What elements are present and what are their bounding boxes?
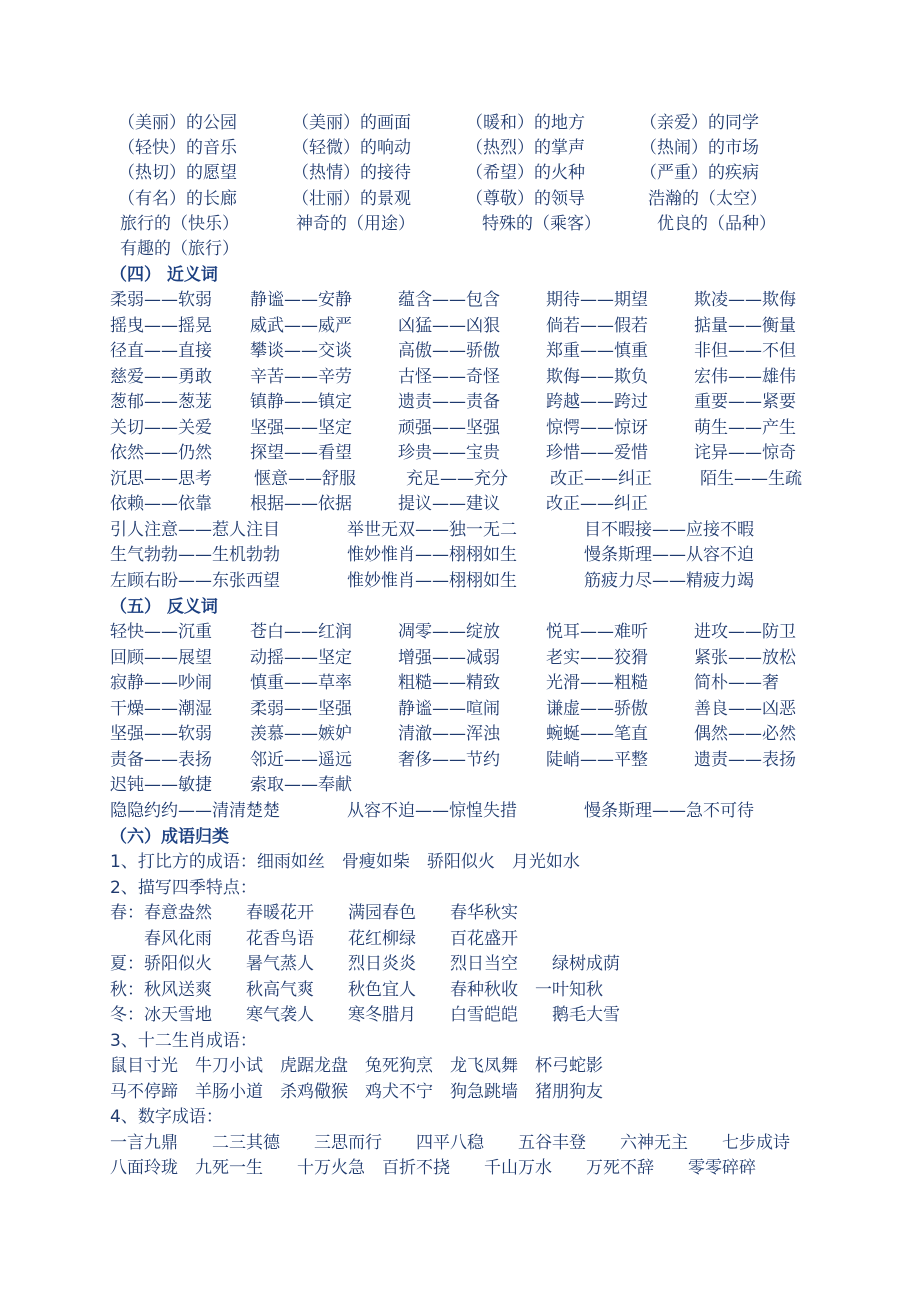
- synonym-row: [0, 339, 920, 364]
- phrase-item: 浩瀚的（太空）: [648, 189, 767, 209]
- word-pair: 凋零——绽放: [398, 622, 500, 642]
- word-pair: 惬意——舒服: [254, 469, 356, 489]
- word-pair: 珍贵——宝贵: [398, 443, 500, 463]
- antonym-row: [0, 748, 920, 773]
- synonym-row: [0, 416, 920, 441]
- idiom-line: [110, 1156, 900, 1181]
- spring-idioms: 春：春意盎然 春暖花开 满园春色 春华秋实: [110, 903, 518, 923]
- subheading: 3、十二生肖成语：: [110, 1031, 257, 1051]
- word-pair: 葱郁——葱茏: [110, 392, 212, 412]
- word-pair: 倘若——假若: [546, 316, 648, 336]
- zodiac-idioms: 马不停蹄 羊肠小道 杀鸡儆猴 鸡犬不宁 狗急跳墙 猪朋狗友: [110, 1082, 603, 1102]
- winter-idioms: 冬：冰天雪地 寒气袭人 寒冬腊月 白雪皑皑 鹅毛大雪: [110, 1005, 620, 1025]
- word-pair: 郑重——慎重: [546, 341, 648, 361]
- idiom-pair: 目不暇接——应接不暇: [584, 520, 754, 540]
- word-pair: 掂量——衡量: [694, 316, 796, 336]
- phrase-item: （热烈）的掌声: [466, 138, 585, 158]
- word-pair: 径直——直接: [110, 341, 212, 361]
- word-pair: 跨越——跨过: [546, 392, 648, 412]
- antonym-row: [0, 722, 920, 747]
- idiom-antonym-row: [0, 799, 920, 824]
- word-pair: 奢侈——节约: [398, 750, 500, 770]
- word-pair: 欺凌——欺侮: [694, 290, 796, 310]
- phrase-item: （暖和）的地方: [466, 113, 585, 133]
- word-pair: 惊愕——惊讶: [546, 418, 648, 438]
- idiom-pair: 慢条斯理——急不可待: [584, 801, 754, 821]
- idiom-pair: 隐隐约约——清清楚楚: [110, 801, 280, 821]
- idiom-line: [110, 978, 900, 1003]
- antonyms-heading-row: [110, 595, 890, 620]
- word-pair: 根据——依据: [250, 494, 352, 514]
- antonym-row: [0, 646, 920, 671]
- word-pair: 诧异——惊奇: [694, 443, 796, 463]
- subheading: 2、描写四季特点：: [110, 878, 257, 898]
- word-pair: 责备——表扬: [110, 750, 212, 770]
- word-pair: 羡慕——嫉妒: [250, 724, 352, 744]
- word-pair: 凶猛——凶狠: [398, 316, 500, 336]
- word-pair: 慈爱——勇敢: [110, 367, 212, 387]
- word-pair: 提议——建议: [398, 494, 500, 514]
- synonym-row: [0, 467, 920, 492]
- word-pair: 关切——关爱: [110, 418, 212, 438]
- antonym-row: [0, 671, 920, 696]
- phrase-item: （美丽）的画面: [292, 113, 411, 133]
- word-pair: 辛苦——辛劳: [250, 367, 352, 387]
- phrase-row: [0, 161, 920, 186]
- phrase-item: （热情）的接待: [292, 163, 411, 183]
- synonym-row: [0, 314, 920, 339]
- word-pair: 遗责——表扬: [694, 750, 796, 770]
- synonym-row: [0, 365, 920, 390]
- idiom-pair: 慢条斯理——从容不迫: [584, 545, 754, 565]
- idiom-line: [110, 850, 900, 875]
- idiom-pair: 惟妙惟肖——栩栩如生: [347, 545, 517, 565]
- idiom-line: [110, 1029, 900, 1054]
- phrase-item: （希望）的火种: [466, 163, 585, 183]
- word-pair: 攀谈——交谈: [250, 341, 352, 361]
- number-idioms: 一言九鼎 二三其德 三思而行 四平八稳 五谷丰登 六神无主 七步成诗: [110, 1133, 790, 1153]
- spring-idioms-continued: 春风化雨 花香鸟语 花红柳绿 百花盛开: [110, 929, 518, 949]
- zodiac-idioms: 鼠目寸光 牛刀小试 虎踞龙盘 兔死狗烹 龙飞凤舞 杯弓蛇影: [110, 1056, 603, 1076]
- word-pair: 索取——奉献: [250, 775, 352, 795]
- word-pair: 动摇——坚定: [250, 648, 352, 668]
- idiom-pair: 左顾右盼——东张西望: [110, 571, 280, 591]
- synonyms-heading-row: [110, 263, 890, 288]
- phrase-row: [0, 212, 920, 237]
- word-pair: 陡峭——平整: [546, 750, 648, 770]
- word-pair: 干燥——潮湿: [110, 699, 212, 719]
- phrase-item: 优良的（品种）: [657, 214, 776, 234]
- word-pair: 宏伟——雄伟: [694, 367, 796, 387]
- word-pair: 改正——纠正: [546, 494, 648, 514]
- section-heading: （六）成语归类: [110, 827, 229, 847]
- word-pair: 悦耳——难听: [546, 622, 648, 642]
- idiom-line: [110, 952, 900, 977]
- word-pair: 粗糙——精致: [398, 673, 500, 693]
- idiom-line: [110, 1003, 900, 1028]
- idiom-line: [110, 927, 900, 952]
- word-pair: 谦虚——骄傲: [546, 699, 648, 719]
- word-pair: 增强——减弱: [398, 648, 500, 668]
- word-pair: 顽强——坚强: [398, 418, 500, 438]
- phrase-item: 有趣的（旅行）: [120, 239, 239, 259]
- phrase-item: （美丽）的公园: [118, 113, 237, 133]
- word-pair: 依赖——依靠: [110, 494, 212, 514]
- phrase-item: （壮丽）的景观: [292, 189, 411, 209]
- summer-idioms: 夏：骄阳似火 暑气蒸人 烈日炎炎 烈日当空 绿树成荫: [110, 954, 620, 974]
- word-pair: 邻近——遥远: [250, 750, 352, 770]
- subheading: 4、数字成语：: [110, 1107, 223, 1127]
- phrase-item: （轻微）的响动: [292, 138, 411, 158]
- word-pair: 镇静——镇定: [250, 392, 352, 412]
- word-pair: 迟钝——敏捷: [110, 775, 212, 795]
- word-pair: 充足——充分: [406, 469, 508, 489]
- antonym-row: [0, 773, 920, 798]
- phrase-item: 旅行的（快乐）: [120, 214, 239, 234]
- word-pair: 古怪——奇怪: [398, 367, 500, 387]
- word-pair: 偶然——必然: [694, 724, 796, 744]
- word-pair: 苍白——红润: [250, 622, 352, 642]
- word-pair: 摇曳——摇晃: [110, 316, 212, 336]
- phrase-item: （有名）的长廊: [118, 189, 237, 209]
- word-pair: 简朴——奢: [694, 673, 779, 693]
- word-pair: 静谧——安静: [250, 290, 352, 310]
- phrase-row: [0, 187, 920, 212]
- word-pair: 欺侮——欺负: [546, 367, 648, 387]
- word-pair: 遗责——责备: [398, 392, 500, 412]
- idioms-heading-row: [110, 825, 890, 850]
- idiom-line: [110, 1131, 900, 1156]
- phrase-item: 神奇的（用途）: [296, 214, 415, 234]
- word-pair: 期待——期望: [546, 290, 648, 310]
- phrase-item: （热切）的愿望: [118, 163, 237, 183]
- phrase-row: [0, 111, 920, 136]
- word-pair: 重要——紧要: [694, 392, 796, 412]
- word-pair: 老实——狡猾: [546, 648, 648, 668]
- idiom-line: [110, 1105, 900, 1130]
- word-pair: 轻快——沉重: [110, 622, 212, 642]
- word-pair: 威武——威严: [250, 316, 352, 336]
- word-pair: 寂静——吵闹: [110, 673, 212, 693]
- phrase-item: 特殊的（乘客）: [482, 214, 601, 234]
- word-pair: 静谧——喧闹: [398, 699, 500, 719]
- idiom-synonym-row: [0, 543, 920, 568]
- word-pair: 慎重——草率: [250, 673, 352, 693]
- word-pair: 善良——凶恶: [694, 699, 796, 719]
- idiom-line: [110, 1054, 900, 1079]
- phrase-row: [0, 237, 920, 262]
- section-heading: （四） 近义词: [110, 265, 218, 285]
- idiom-line: [110, 876, 900, 901]
- metaphor-idioms: 1、打比方的成语：细雨如丝 骨瘦如柴 骄阳似火 月光如水: [110, 852, 580, 872]
- antonym-row: [0, 620, 920, 645]
- phrase-item: （热闹）的市场: [640, 138, 759, 158]
- word-pair: 珍惜——爱惜: [546, 443, 648, 463]
- phrase-row: [0, 136, 920, 161]
- idiom-line: [110, 1080, 900, 1105]
- word-pair: 清澈——浑浊: [398, 724, 500, 744]
- idiom-pair: 筋疲力尽——精疲力竭: [584, 571, 754, 591]
- word-pair: 进攻——防卫: [694, 622, 796, 642]
- synonym-row: [0, 390, 920, 415]
- word-pair: 非但——不但: [694, 341, 796, 361]
- synonym-row: [0, 492, 920, 517]
- word-pair: 柔弱——软弱: [110, 290, 212, 310]
- idiom-line: [110, 901, 900, 926]
- word-pair: 坚强——坚定: [250, 418, 352, 438]
- word-pair: 柔弱——坚强: [250, 699, 352, 719]
- word-pair: 陌生——生疏: [700, 469, 802, 489]
- idiom-pair: 生气勃勃——生机勃勃: [110, 545, 280, 565]
- word-pair: 萌生——产生: [694, 418, 796, 438]
- number-idioms: 八面玲珑 九死一生 十万火急 百折不挠 千山万水 万死不辞 零零碎碎: [110, 1158, 756, 1178]
- idiom-synonym-row: [0, 569, 920, 594]
- phrase-item: （轻快）的音乐: [118, 138, 237, 158]
- word-pair: 改正——纠正: [550, 469, 652, 489]
- word-pair: 蜿蜒——笔直: [546, 724, 648, 744]
- antonym-row: [0, 697, 920, 722]
- word-pair: 坚强——软弱: [110, 724, 212, 744]
- idiom-synonym-row: [0, 518, 920, 543]
- word-pair: 沉思——思考: [110, 469, 212, 489]
- idiom-pair: 从容不迫——惊惶失措: [347, 801, 517, 821]
- word-pair: 回顾——展望: [110, 648, 212, 668]
- synonym-row: [0, 288, 920, 313]
- synonym-row: [0, 441, 920, 466]
- phrase-item: （尊敬）的领导: [466, 189, 585, 209]
- idiom-pair: 引人注意——惹人注目: [110, 520, 280, 540]
- word-pair: 依然——仍然: [110, 443, 212, 463]
- autumn-idioms: 秋：秋风送爽 秋高气爽 秋色宜人 春种秋收 一叶知秋: [110, 980, 603, 1000]
- phrase-item: （亲爱）的同学: [640, 113, 759, 133]
- word-pair: 高傲——骄傲: [398, 341, 500, 361]
- word-pair: 紧张——放松: [694, 648, 796, 668]
- word-pair: 探望——看望: [250, 443, 352, 463]
- phrase-item: （严重）的疾病: [640, 163, 759, 183]
- word-pair: 光滑——粗糙: [546, 673, 648, 693]
- idiom-pair: 惟妙惟肖——栩栩如生: [347, 571, 517, 591]
- word-pair: 蕴含——包含: [398, 290, 500, 310]
- section-heading: （五） 反义词: [110, 597, 218, 617]
- idiom-pair: 举世无双——独一无二: [347, 520, 517, 540]
